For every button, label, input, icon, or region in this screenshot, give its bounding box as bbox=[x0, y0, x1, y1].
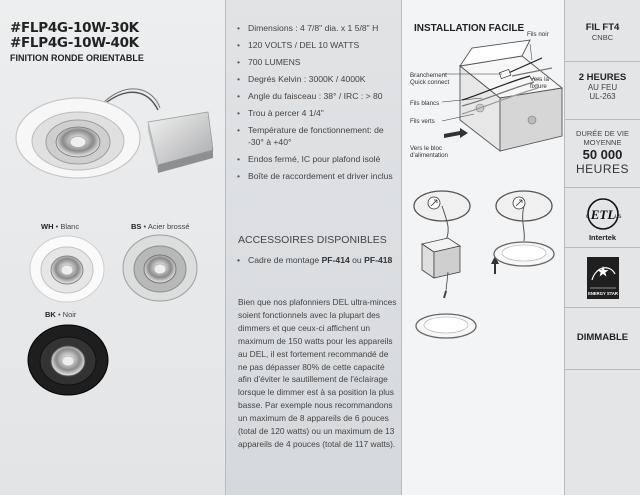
energy-star-logo-icon bbox=[586, 256, 620, 300]
installation-title: INSTALLATION FACILE bbox=[414, 23, 525, 34]
label-to-fixture: Vers la fixture bbox=[530, 76, 549, 90]
lifetime-label-2: MOYENNE bbox=[583, 138, 622, 147]
certifications-panel bbox=[565, 0, 640, 495]
label-quick-connect: Branchement Quick connect bbox=[410, 72, 450, 86]
finish-title: FINITION RONDE ORIENTABLE bbox=[10, 53, 144, 63]
accessory-code-pf414: PF-414 bbox=[321, 255, 350, 265]
model-number-40k: #FLP4G-10W-40K bbox=[10, 35, 139, 51]
cert-energy-star bbox=[565, 248, 640, 308]
lifetime-unit: HEURES bbox=[575, 162, 629, 176]
swatch-black-image bbox=[25, 322, 111, 398]
spec-item: • Dimensions : 4 7/8" dia. x 1 5/8" H bbox=[236, 22, 394, 34]
spec-item: • Endos fermé, IC pour plafond isolé bbox=[236, 153, 394, 165]
label-white-wires: Fils blancs bbox=[410, 100, 440, 107]
spec-list bbox=[236, 22, 394, 187]
svg-text:c: c bbox=[585, 214, 589, 220]
energy-star-text: ENERGY STAR bbox=[587, 291, 618, 296]
swatch-brushed-image bbox=[120, 233, 200, 303]
specs-panel bbox=[226, 0, 402, 495]
label-black-wires: Fils noir bbox=[527, 31, 549, 38]
cert-wire-title: FIL FT4 bbox=[585, 22, 620, 33]
svg-text:us: us bbox=[614, 214, 621, 220]
lifetime-value: 50 000 bbox=[582, 147, 623, 162]
label-green-wires: Fils verts bbox=[410, 118, 435, 125]
spec-item: • Boîte de raccordement et driver inclus bbox=[236, 170, 394, 182]
cert-fire-line2: AU FEU bbox=[587, 83, 618, 92]
spec-item: • Angle du faisceau : 38° / IRC : > 80 bbox=[236, 90, 394, 102]
model-number-30k: #FLP4G-10W-30K bbox=[10, 20, 139, 36]
spec-item: • Degrés Kelvin : 3000K / 4000K bbox=[236, 73, 394, 85]
etl-mark-text: ETL bbox=[590, 207, 615, 222]
etl-logo-icon bbox=[581, 196, 625, 232]
installation-panel bbox=[402, 0, 565, 495]
fixture-main-image bbox=[8, 70, 218, 205]
swatch-white-image bbox=[27, 234, 107, 304]
dimmer-note: Bien que nos plafonniers DEL ultra-minces soient fonctionnels avec la plupart des dimmers et que ceux-ci affichent un maximum de 150 watts pour les appareils au DEL, il est fortement recommandé de ne pas dépasser 80% de cette capacité afin d'éviter le sautillement de l'éclairage lorsque le dimmer est à sa position la plus basse. Par exemple nous recommandons un maximum de 8 appareils de 6 pouces (total de 120 watts) ou un maximum de 13 appareils de 4 pouces (total de 117 watts). bbox=[238, 297, 397, 449]
spec-item: • 700 LUMENS bbox=[236, 56, 394, 68]
cert-lifetime bbox=[565, 120, 640, 188]
cert-etl bbox=[565, 188, 640, 248]
cert-fire-line3: UL-263 bbox=[589, 92, 616, 101]
label-to-power-box: Vers le bloc d'alimentation bbox=[410, 145, 448, 159]
swatch-label-white: WH • Blanc bbox=[41, 222, 80, 231]
accessory-code-pf418: PF-418 bbox=[364, 255, 393, 265]
spec-item: • Température de fonctionnement: de -30° à +40° bbox=[236, 124, 394, 148]
etl-sub: Intertek bbox=[588, 233, 617, 242]
spec-item: • Trou à percer 4 1/4" bbox=[236, 107, 394, 119]
swatch-label-brushed: BS • Acier brossé bbox=[131, 222, 190, 231]
swatch-label-black: BK • Noir bbox=[45, 310, 77, 319]
cert-wire-sub: CNBC bbox=[591, 33, 614, 42]
dimmable-label: DIMMABLE bbox=[576, 332, 629, 343]
spec-item: • 120 VOLTS / DEL 10 WATTS bbox=[236, 39, 394, 51]
install-steps-diagram bbox=[402, 186, 565, 346]
cert-dimmable bbox=[565, 308, 640, 370]
cert-fire-title: 2 HEURES bbox=[578, 72, 627, 83]
accessory-item: • Cadre de montage PF-414 ou PF-418 bbox=[236, 254, 394, 266]
cert-wire bbox=[565, 0, 640, 62]
product-panel bbox=[0, 0, 226, 495]
lifetime-label-1: DURÉE DE VIE bbox=[576, 129, 629, 138]
cert-fire bbox=[565, 62, 640, 120]
accessories-list bbox=[236, 254, 394, 266]
accessories-title: ACCESSOIRES DISPONIBLES bbox=[238, 234, 387, 246]
